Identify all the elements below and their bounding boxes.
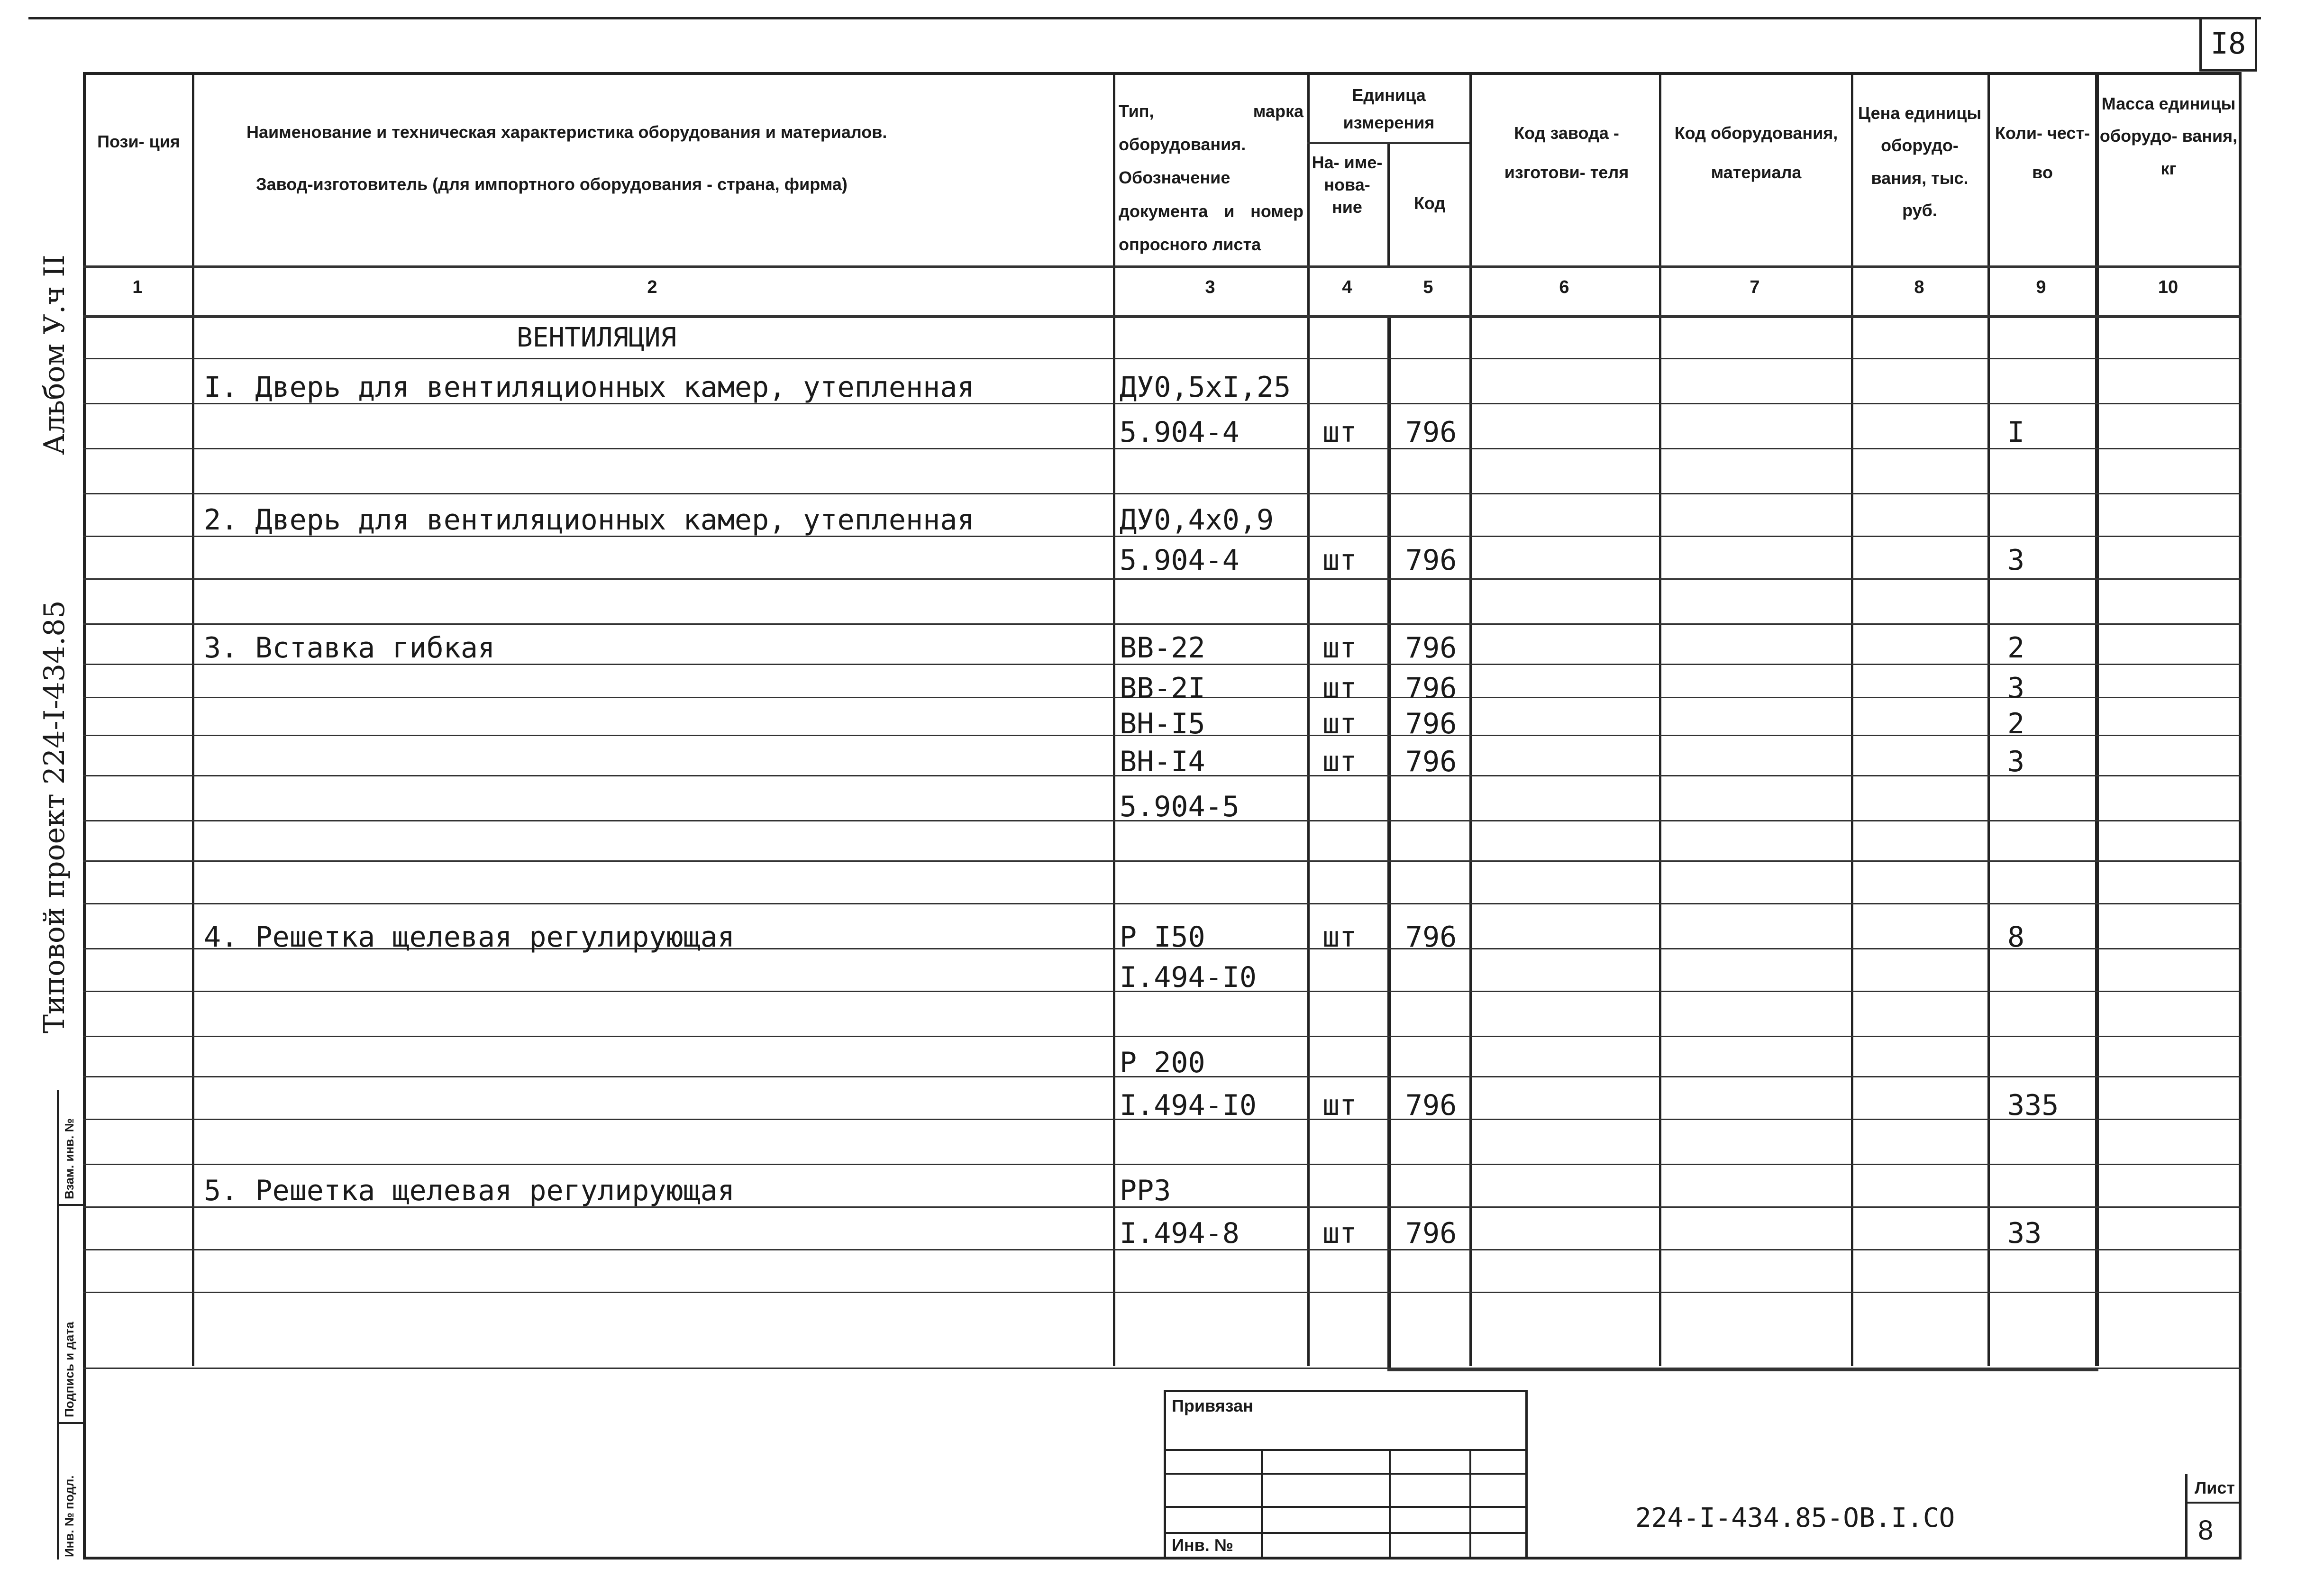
top-frame-line [28, 17, 2261, 19]
row-name: 5. Решетка щелевая регулирующая [204, 1174, 735, 1207]
album-label: Альбом У.ч II [38, 255, 71, 455]
row-type: Р 200 [1120, 1046, 1205, 1079]
row-unit: шт [1322, 672, 1357, 705]
column-number-1: 1 [132, 277, 143, 297]
row-code: 796 [1405, 416, 1457, 449]
column-number-5: 5 [1423, 277, 1433, 297]
row-unit: шт [1322, 745, 1357, 778]
header-name-line1: Наименование и техническая характеристика оборудования и материалов. [246, 122, 887, 142]
row-type: ВН-I4 [1120, 745, 1205, 778]
top-sheet-number: I8 [2199, 17, 2257, 72]
row-code: 796 [1405, 672, 1457, 705]
header-unit-name: На- име- нова- ние [1312, 153, 1383, 217]
stamp-inv-label: Инв. № [1172, 1535, 1233, 1555]
row-type: ВВ-2I [1120, 672, 1205, 705]
row-type: ВВ-22 [1120, 631, 1205, 665]
row-unit: шт [1322, 631, 1357, 665]
row-code: 796 [1405, 631, 1457, 665]
row-quantity: I [2007, 416, 2025, 449]
sheet-box [2185, 1474, 2242, 1560]
column-number-7: 7 [1750, 277, 1760, 297]
row-type: РРЗ [1120, 1174, 1171, 1207]
row-type: I.494-I0 [1120, 1089, 1257, 1122]
header-type: Тип, марка оборудования. Обозначение документа и номер опросного листа [1119, 101, 1303, 254]
header-mass: Масса единицы оборудо- вания, кг [2099, 94, 2238, 178]
row-name: 3. Вставка гибкая [204, 631, 495, 665]
stamp-label-signature: Подпись и дата [62, 1322, 76, 1417]
header-quantity: Коли- чест- во [1995, 123, 2090, 182]
row-code: 796 [1405, 1089, 1457, 1122]
row-code: 796 [1405, 1217, 1457, 1250]
column-number-8: 8 [1914, 277, 1924, 297]
header-unit: Единица измерения [1343, 85, 1435, 132]
project-label: Типовой проект 224-I-434.85 [38, 600, 71, 1033]
stamp-label-replace: Взам. инв. № [62, 1118, 76, 1199]
row-type: 5.904-4 [1120, 544, 1240, 577]
column-number-2: 2 [647, 277, 657, 297]
row-code: 796 [1405, 707, 1457, 740]
sheet-number: 8 [2198, 1515, 2214, 1546]
document-designation: 224-I-434.85-ОВ.I.СО [1635, 1503, 1955, 1533]
row-type: 5.904-5 [1120, 790, 1240, 823]
row-unit: шт [1322, 544, 1357, 577]
row-code: 796 [1405, 544, 1457, 577]
sheet-label: Лист [2195, 1478, 2235, 1497]
row-type: I.494-I0 [1120, 961, 1257, 994]
row-type: 5.904-4 [1120, 416, 1240, 449]
row-type: ДУ0,4x0,9 [1120, 503, 1274, 537]
row-code: 796 [1405, 745, 1457, 778]
column-number-4: 4 [1342, 277, 1352, 297]
row-type: Р I50 [1120, 921, 1205, 954]
column-number-6: 6 [1559, 277, 1569, 297]
column-number-3: 3 [1205, 277, 1215, 297]
row-type: I.494-8 [1120, 1217, 1240, 1250]
header-unit-code: Код [1413, 193, 1446, 213]
section-title: ВЕНТИЛЯЦИЯ [517, 322, 677, 353]
row-code: 796 [1405, 921, 1457, 954]
row-type: ВН-I5 [1120, 707, 1205, 740]
row-type: ДУ0,5xI,25 [1120, 371, 1291, 404]
row-unit: шт [1322, 1217, 1357, 1250]
row-quantity: 3 [2007, 672, 2025, 705]
row-quantity: 2 [2007, 631, 2025, 665]
row-name: I. Дверь для вентиляционных камер, утепленная [204, 371, 975, 404]
row-unit: шт [1322, 921, 1357, 954]
row-quantity: 3 [2007, 745, 2025, 778]
row-quantity: 335 [2007, 1089, 2059, 1122]
row-quantity: 8 [2007, 921, 2025, 954]
stamp-block [1164, 1390, 1528, 1560]
row-name: 2. Дверь для вентиляционных камер, утепленная [204, 503, 975, 537]
stamp-bound-label: Привязан [1172, 1396, 1253, 1415]
row-unit: шт [1322, 416, 1357, 449]
row-quantity: 2 [2007, 707, 2025, 740]
row-quantity: 3 [2007, 544, 2025, 577]
header-name-line2: Завод-изготовитель (для импортного оборудования - страна, фирма) [256, 174, 848, 194]
column-number-9: 9 [2036, 277, 2046, 297]
header-equipment-code: Код оборудования, материала [1674, 123, 1838, 182]
header-price: Цена единицы оборудо- вания, тыс. руб. [1858, 103, 1982, 220]
left-stamp-strip [57, 1090, 85, 1560]
stamp-label-inv: Инв. № подл. [62, 1475, 76, 1557]
header-factory-code: Код завода - изготови- теля [1504, 123, 1629, 182]
row-unit: шт [1322, 707, 1357, 740]
row-unit: шт [1322, 1089, 1357, 1122]
row-name: 4. Решетка щелевая регулирующая [204, 921, 735, 954]
column-number-10: 10 [2158, 277, 2179, 297]
header-position: Пози- ция [97, 132, 180, 151]
row-quantity: 33 [2007, 1217, 2042, 1250]
